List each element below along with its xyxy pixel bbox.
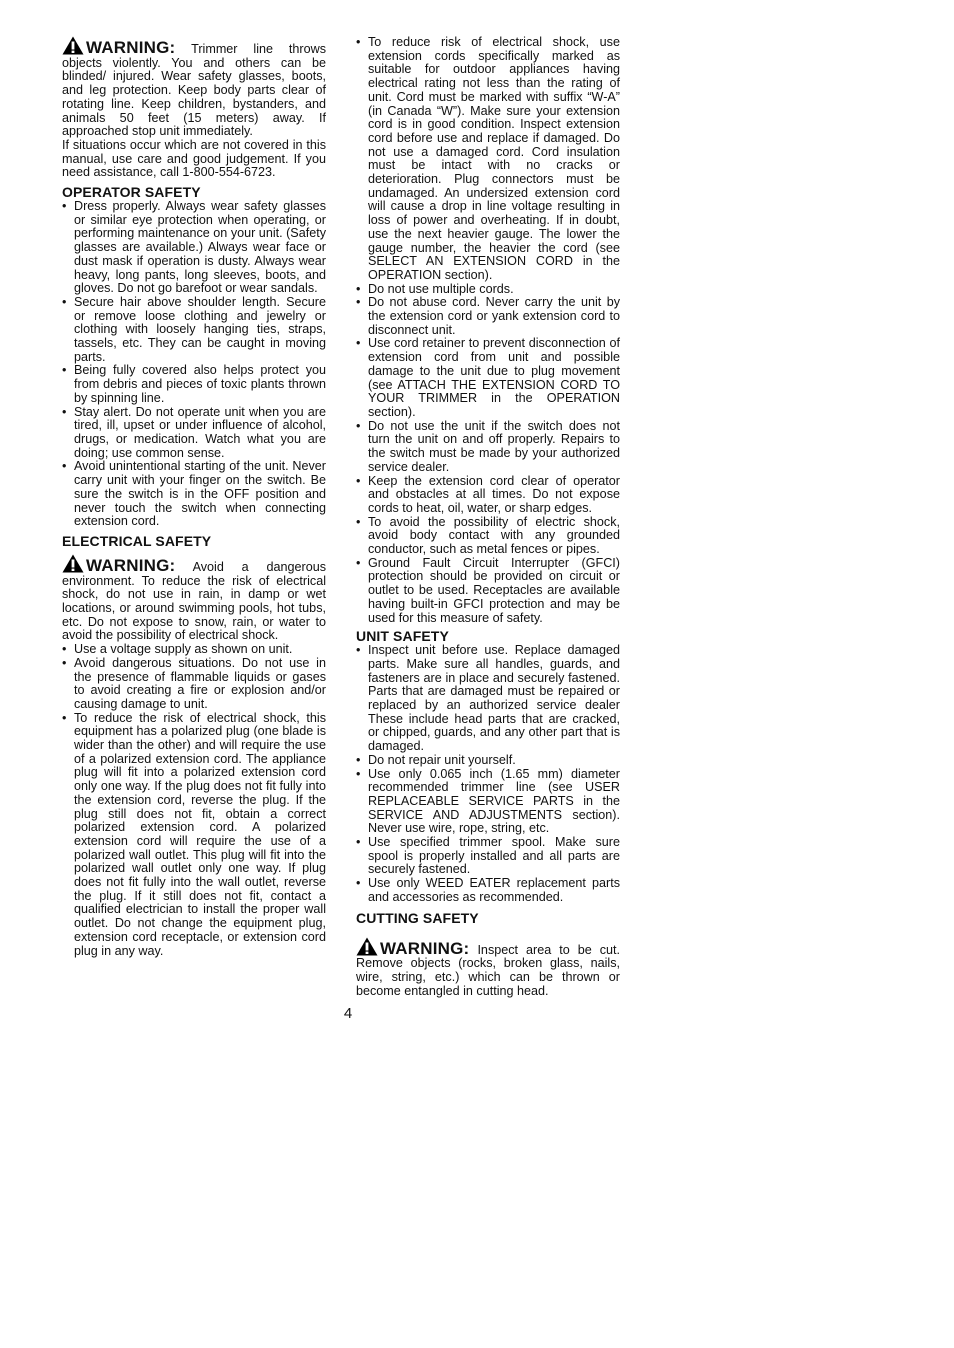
left-column (62, 36, 326, 958)
list-item: • Being fully covered also helps protect you from debris and pieces of toxic plants thrown by spinning line. (62, 364, 326, 405)
warning-text: Inspect area to be cut. Remove objects (rocks, broken glass, nails, wire, string, etc.) which can be thrown or become entangled in cutting head. (356, 942, 621, 998)
intro-paragraph: If situations occur which are not covered in this manual, use care and good judgement. If you need assistance, call 1-800-554-6723. (62, 137, 326, 180)
warning-text: Trimmer line throws objects violently. You and others can be blinded/ injured. Wear safety glasses, boots, and leg protection. Keep body parts clear of rotating line. Keep children, bystanders, and animals 50 feet (15 meters) away. If approached stop unit immediately. (62, 42, 326, 139)
warning-triangle-icon (62, 36, 84, 55)
list-item: • Keep the extension cord clear of operator and obstacles at all times. Do not expose cords to heat, oil, water, or sharp edges. (356, 475, 620, 516)
list-item: • Do not repair unit yourself. (356, 754, 620, 768)
list-item: • Stay alert. Do not operate unit when you are tired, ill, upset or under influence of alcohol, drugs, or medication. Watch what you are doing; use common sense. (62, 406, 326, 461)
electrical-safety-list (62, 643, 326, 958)
warning-triangle-icon (62, 554, 84, 573)
electrical-safety-heading: ELECTRICAL SAFETY (62, 532, 212, 549)
list-item: • Avoid unintentional starting of the unit. Never carry unit with your finger on the switch. Be sure the switch is in the OFF position and never touch the switch when connecting extension cord. (62, 460, 326, 529)
warning-cutting (356, 937, 620, 999)
list-item: • Do not use the unit if the switch does not turn the unit on and off properly. Repairs to the switch must be made by your authorized service dealer. (356, 420, 620, 475)
warning-triangle-icon (356, 937, 378, 956)
list-item: • Do not use multiple cords. (356, 283, 620, 297)
operator-safety-heading: OPERATOR SAFETY (62, 184, 201, 201)
warning-label: WARNING: (380, 938, 470, 958)
page-number: 4 (343, 1005, 353, 1022)
right-column (356, 36, 620, 998)
warning-label: WARNING: (86, 38, 176, 57)
list-item: • Use cord retainer to prevent disconnection of extension cord from unit and possible damage to the unit due to plug movement (see ATTACH THE EXTENSION CORD TO YOUR TRIMMER in the OPERATION section). (356, 337, 620, 419)
list-item: • Avoid dangerous situations. Do not use in the presence of flammable liquids or gases to avoid creating a fire or explosion and/or causing damage to unit. (62, 657, 326, 712)
list-item: • Inspect unit before use. Replace damaged parts. Make sure all handles, guards, and fasteners are in place and securely fastened. Parts that are damaged must be repaired or replaced by an authorized service dealer These include head parts that are cracked, or chipped, guards, and any other part that is damaged. (356, 644, 620, 754)
list-item: • Use a voltage supply as shown on unit. (62, 643, 326, 657)
list-item: • To reduce risk of electrical shock, use extension cords specifically marked as suitable for outdoor appliances having electrical rating not less than the rating of unit. Cord must be marked with suffix “W-A” (in Canada “W”). Make sure your extension cord is in good condition. Inspect extension cord before use and replace if damaged. Do not use a damaged cord. Cord insulation must be intact with no cracks or deterioration. Plug connectors must be undamaged. An undersized extension cord will cause a drop in line voltage resulting in loss of power and overheating. If in doubt, use the next heavier gauge. The lower the gauge number, the heavier the cord (see SELECT AN EXTENSION CORD in the OPERATION section). (356, 36, 620, 283)
unit-safety-list (356, 644, 620, 904)
list-item: • Use only 0.065 inch (1.65 mm) diameter recommended trimmer line (see USER REPLACEABLE SERVICE PARTS in the SERVICE AND ADJUSTMENTS section). Never use wire, rope, string, etc. (356, 768, 620, 837)
warning-electrical (62, 554, 326, 643)
list-item: • To reduce the risk of electrical shock, this equipment has a polarized plug (one blade is wider than the other) and will require the use of a polarized extension cord. The appliance plug will fit into a polarized extension cord only one way. If the plug does not fit fully into the extension cord, reverse the plug. If the plug still does not fit, obtain a correct polarized extension cord. A polarized extension cord will require the use of a polarized wall outlet. This plug will fit into the polarized wall outlet only one way. If plug does not fit fully into the wall outlet, reverse the plug. If it still does not fit, contact a qualified electrician to install the proper wall outlet. Do not change the equipment plug, extension cord receptacle, or extension cord plug in any way. (62, 712, 326, 959)
list-item: • Dress properly. Always wear safety glasses or similar eye protection when operating, or performing maintenance on your unit. (Safety glasses are available.) Always wear face or dust mask if operation is dusty. Always wear heavy, long pants, long sleeves, boots, and gloves. Do not go barefoot or wear sandals. (62, 200, 326, 296)
operator-safety-list (62, 200, 326, 529)
list-item: • Use only WEED EATER replacement parts and accessories as recommended. (356, 877, 620, 904)
unit-safety-heading: UNIT SAFETY (356, 628, 449, 645)
list-item: • Secure hair above shoulder length. Secure or remove loose clothing and jewelry or clothing with loosely hanging ties, straps, tassels, etc. They can be caught in moving parts. (62, 296, 326, 365)
list-item: • Do not abuse cord. Never carry the unit by the extension cord or yank extension cord to disconnect unit. (356, 296, 620, 337)
cutting-safety-heading: CUTTING SAFETY (356, 909, 479, 926)
electrical-safety-list-continued (356, 36, 620, 625)
list-item: • Ground Fault Circuit Interrupter (GFCI) protection should be provided on circuit or outlet to be used. Receptacles are available having built-in GFCI protection and may be used for this measure of safety. (356, 557, 620, 626)
warning-label: WARNING: (86, 555, 176, 575)
list-item: • To avoid the possibility of electric shock, avoid body contact with any grounded conductor, such as metal fences or pipes. (356, 516, 620, 557)
warning-trimmer-line (62, 36, 326, 139)
warning-text: Avoid a dangerous environment. To reduce the risk of electrical shock, do not use in rain, in damp or wet locations, or around swimming pools, hot tubs, etc. Do not expose to snow, rain, or water to avoid the possibility of electrical shock. (62, 559, 326, 643)
list-item: • Use specified trimmer spool. Make sure spool is properly installed and all parts are securely fastened. (356, 836, 620, 877)
